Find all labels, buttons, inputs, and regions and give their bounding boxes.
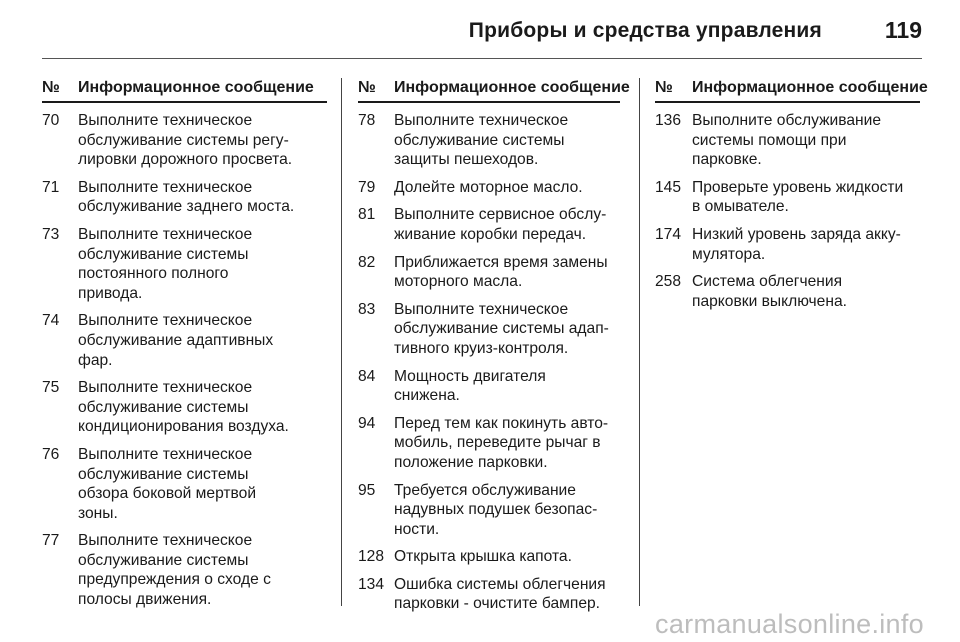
message-number: 84 [358,367,376,385]
table-row [655,272,920,311]
message-text: Проверьте уровень жидкости в омывателе. [692,178,904,216]
header-divider [42,58,922,59]
message-number: 258 [655,273,682,291]
message-number: 136 [655,112,682,129]
table-row [358,205,620,244]
message-number: 76 [42,445,60,463]
message-text: Выполните техническое обслуживание заднего моста. [78,178,295,216]
message-number: 83 [358,300,376,318]
message-text: Выполните техническое обслуживание системы кондиционирования воздуха. [78,379,289,436]
watermark: carmanualsonline.info [655,609,924,639]
message-text: Выполните техническое обслуживание системы адап- тивного круиз-контроля. [394,300,609,357]
message-number: 82 [358,253,376,271]
message-text: Мощность двигателя снижена. [394,367,546,405]
message-text: Выполните техническое обслуживание системы предупреждения о сходе с полосы движения. [78,532,271,609]
table-header [42,78,327,103]
message-text: Открыта крышка капота. [394,548,572,566]
message-number: 95 [358,481,376,499]
message-number: 145 [655,178,682,196]
table-row [358,547,620,567]
table-row [655,225,920,264]
message-text: Выполните сервисное обслу- живание коробки передач. [394,206,607,243]
header-number-label: № [655,79,673,96]
message-number: 174 [655,225,682,243]
header-message-label: Информационное сообщение [394,79,630,96]
message-number: 74 [42,312,60,330]
message-text: Система облегчения парковки выключена. [692,273,847,310]
table-row [655,111,920,170]
message-number: 73 [42,225,60,243]
message-number: 71 [42,178,60,196]
message-number: 128 [358,548,385,566]
header-message-label: Информационное сообщение [78,79,314,96]
table-row [42,225,327,303]
table-row [358,253,620,292]
page-title: Приборы и средства управления [468,19,822,42]
table-row [358,367,620,406]
message-number: 78 [358,112,376,129]
message-number: 70 [42,112,60,129]
table-row [42,378,327,437]
table-row [358,300,620,359]
table-row [358,111,620,170]
header-message-label: Информационное сообщение [692,79,928,96]
table-row [42,445,327,523]
message-table-column-1 [42,78,327,618]
page-header [0,0,960,58]
message-number: 134 [358,575,385,593]
column-divider [341,78,342,606]
message-number: 81 [358,206,376,224]
message-text: Долейте моторное масло. [394,178,583,196]
message-text: Выполните техническое обслуживание системы постоянного полного привода. [78,225,253,302]
table-row [358,481,620,540]
message-text: Выполните обслуживание системы помощи при парковке. [692,112,881,169]
table-row [358,414,620,473]
message-number: 75 [42,379,60,397]
message-text: Низкий уровень заряда акку- мулятора. [692,225,901,263]
message-text: Выполните техническое обслуживание системы регу- лировки дорожного просвета. [78,112,293,169]
message-text: Ошибка системы облегчения парковки - очистите бампер. [394,575,606,613]
message-text: Выполните техническое обслуживание адаптивных фар. [78,312,274,369]
table-row [42,111,327,170]
message-number: 79 [358,178,376,196]
table-row [358,575,620,614]
message-text: Требуется обслуживание надувных подушек безопас- ности. [394,481,598,538]
table-row [655,178,920,217]
message-number: 77 [42,532,60,550]
table-row [42,178,327,217]
table-header [655,78,928,103]
message-text: Выполните техническое обслуживание системы защиты пешеходов. [394,112,569,169]
table-row [42,311,327,370]
message-text: Выполните техническое обслуживание системы обзора боковой мертвой зоны. [78,445,257,522]
message-table-column-3 [655,78,928,319]
message-text: Приближается время замены моторного масла. [394,253,608,291]
table-row [358,178,620,198]
header-number-label: № [42,79,60,96]
table-header [358,78,630,103]
column-divider [639,78,640,606]
message-table-column-2 [358,78,630,622]
header-number-label: № [358,79,376,96]
page-number: 119 [884,17,922,43]
message-number: 94 [358,414,376,432]
table-row [42,531,327,609]
message-text: Перед тем как покинуть авто- мобиль, переведите рычаг в положение парковки. [394,414,609,471]
